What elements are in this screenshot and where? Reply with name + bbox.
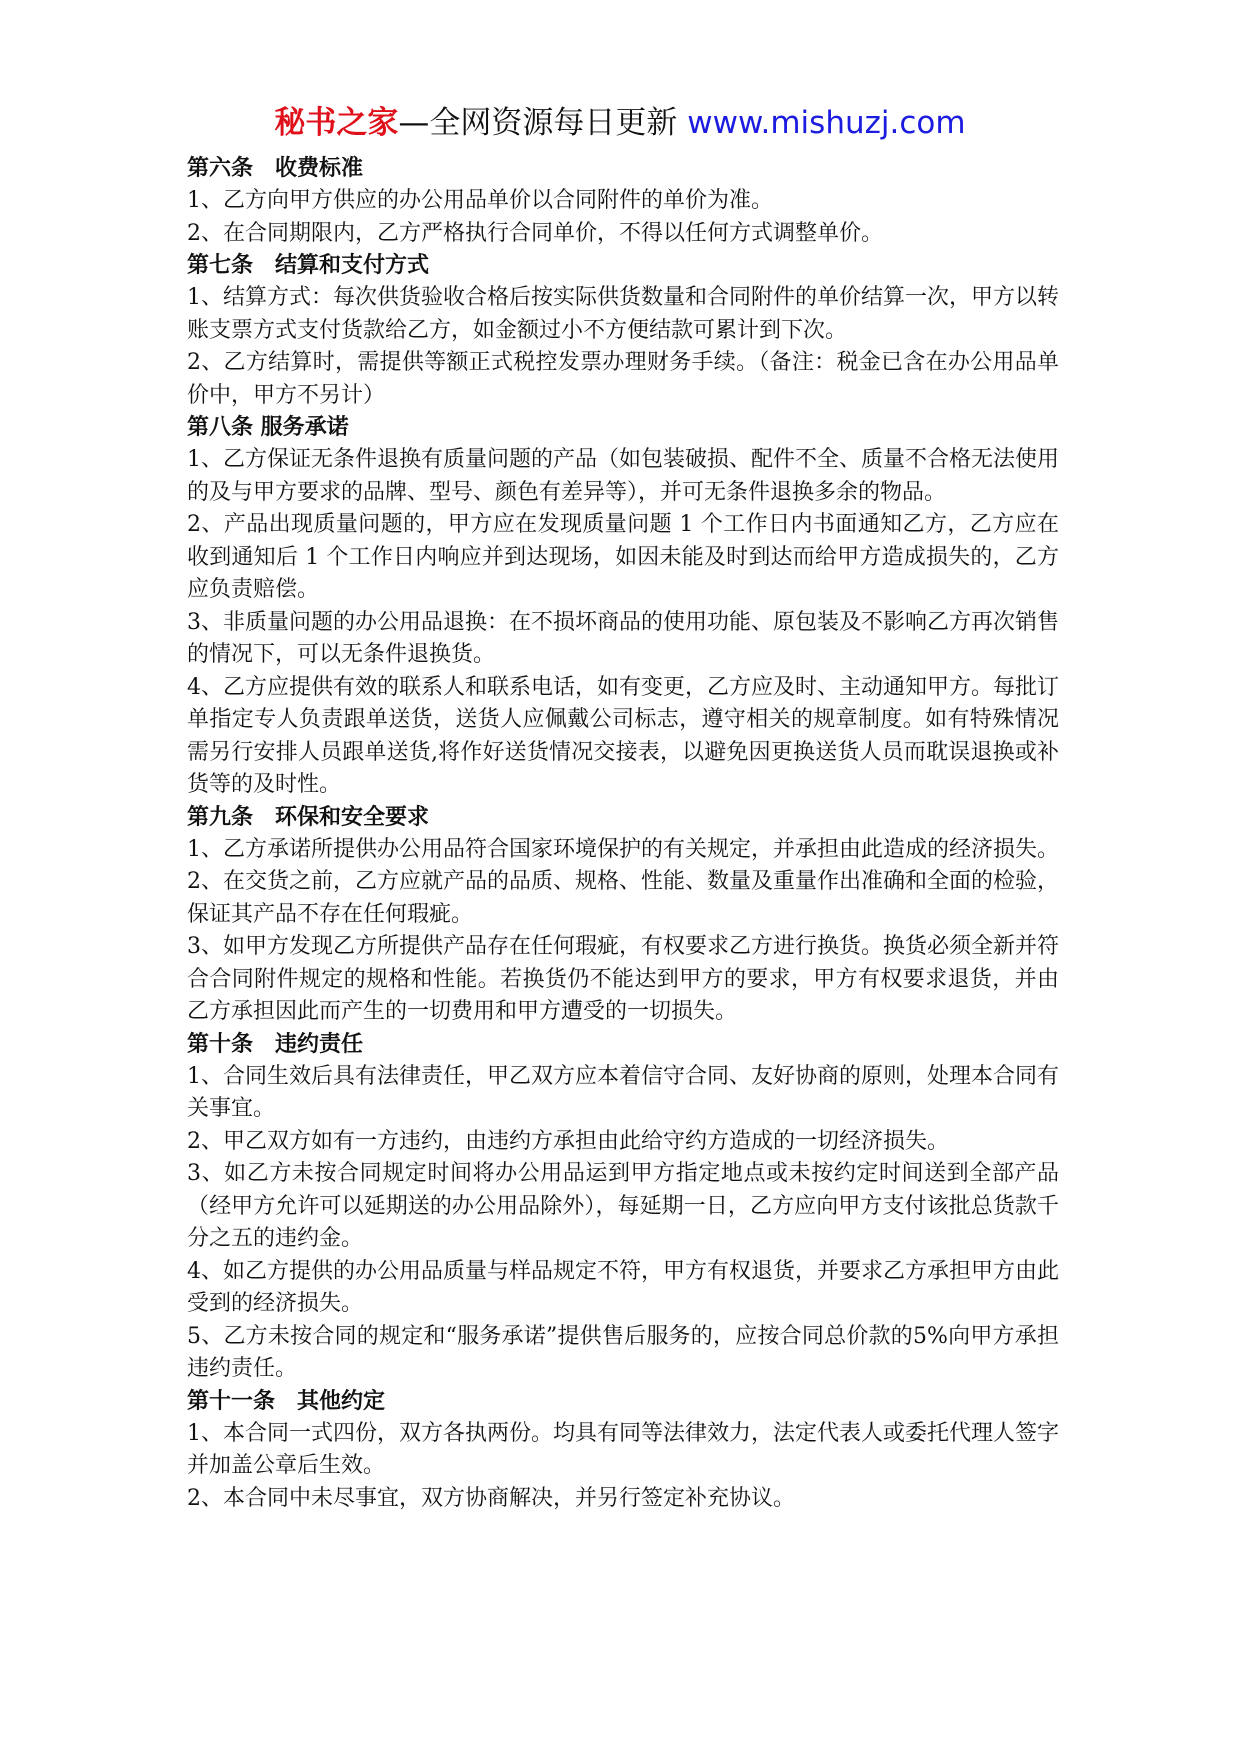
clause-paragraph: 1、乙方承诺所提供办公用品符合国家环境保护的有关规定，并承担由此造成的经济损失。: [187, 836, 1060, 862]
section-heading: 第八条 服务承诺: [187, 415, 349, 440]
clause-paragraph: 2、甲乙双方如有一方违约，由违约方承担由此给守约方造成的一切经济损失。: [187, 1128, 949, 1154]
clause-paragraph: 1、合同生效后具有法律责任，甲乙双方应本着信守合同、友好协商的原则，处理本合同有关事宜。: [187, 1063, 1060, 1121]
section-heading: 第十条 违约责任: [187, 1031, 364, 1057]
section-heading: 第七条 结算和支付方式: [187, 253, 430, 278]
clause-paragraph: 2、乙方结算时，需提供等额正式税控发票办理财务手续。（备注：税金已含在办公用品单价中，甲方不另计）: [187, 350, 1059, 408]
clause-paragraph: 1、本合同一式四份，双方各执两份。均具有同等法律效力，法定代表人或委托代理人签字并加盖公章后生效。: [187, 1420, 1060, 1478]
section-heading: 第六条 收费标准: [187, 156, 364, 181]
clause-paragraph: 3、如乙方未按合同规定时间将办公用品运到甲方指定地点或未按约定时间送到全部产品（经甲方允许可以延期送的办公用品除外），每延期一日，乙方应向甲方支付该批总货款千分之五的违约金。: [187, 1161, 1059, 1251]
contract-body: [187, 153, 1059, 1515]
brand-name: 秘书之家: [274, 105, 399, 141]
header-slogan: —全网资源每日更新: [398, 105, 688, 141]
clause-paragraph: 1、结算方式：每次供货验收合格后按实际供货数量和合同附件的单价结算一次，甲方以转账支票方式支付货款给乙方，如金额过小不方便结款可累计到下次。: [187, 285, 1060, 343]
clause-paragraph: 1、乙方向甲方供应的办公用品单价以合同附件的单价为准。: [187, 188, 773, 213]
clause-paragraph: 1、乙方保证无条件退换有质量问题的产品（如包装破损、配件不全、质量不合格无法使用的及与甲方要求的品牌、型号、颜色有差异等），并可无条件退换多余的物品。: [187, 447, 1060, 505]
clause-paragraph: 3、如甲方发现乙方所提供产品存在任何瑕疵，有权要求乙方进行换货。换货必须全新并符合合同附件规定的规格和性能。若换货仍不能达到甲方的要求，甲方有权要求退货，并由乙方承担因此而产生的一切费用和甲方遭受的一切损失。: [187, 934, 1060, 1024]
clause-paragraph: 3、非质量问题的办公用品退换：在不损坏商品的使用功能、原包装及不影响乙方再次销售的情况下，可以无条件退换货。: [187, 609, 1060, 667]
clause-paragraph: 2、在合同期限内，乙方严格执行合同单价，不得以任何方式调整单价。: [187, 220, 883, 246]
site-url-link[interactable]: www.mishuzj.com: [687, 105, 966, 141]
clause-paragraph: 5、乙方未按合同的规定和“服务承诺”提供售后服务的，应按合同总价款的5%向甲方承担违约责任。: [187, 1323, 1059, 1381]
clause-paragraph: 4、如乙方提供的办公用品质量与样品规定不符，甲方有权退货，并要求乙方承担甲方由此受到的经济损失。: [187, 1258, 1060, 1316]
section-heading: 第十一条 其他约定: [187, 1388, 386, 1414]
clause-paragraph: 4、乙方应提供有效的联系人和联系电话，如有变更，乙方应及时、主动通知甲方。每批订单指定专人负责跟单送货，送货人应佩戴公司标志，遵守相关的规章制度。如有特殊情况需另行安排人员跟单送货,将作好送货情况交接表，以避免因更换送货人员而耽误退换或补货等的及时性。: [187, 674, 1060, 797]
clause-paragraph: 2、在交货之前，乙方应就产品的品质、规格、性能、数量及重量作出准确和全面的检验，保证其产品不存在任何瑕疵。: [187, 869, 1060, 927]
clause-paragraph: 2、本合同中未尽事宜，双方协商解决，并另行签定补充协议。: [187, 1485, 795, 1511]
clause-paragraph: 2、产品出现质量问题的，甲方应在发现质量问题 1 个工作日内书面通知乙方，乙方应在收到通知后 1 个工作日内响应并到达现场，如因未能及时到达而给甲方造成损失的，乙方应负责赔偿。: [187, 512, 1059, 602]
section-heading: 第九条 环保和安全要求: [187, 804, 430, 830]
site-header: [0, 98, 1240, 148]
